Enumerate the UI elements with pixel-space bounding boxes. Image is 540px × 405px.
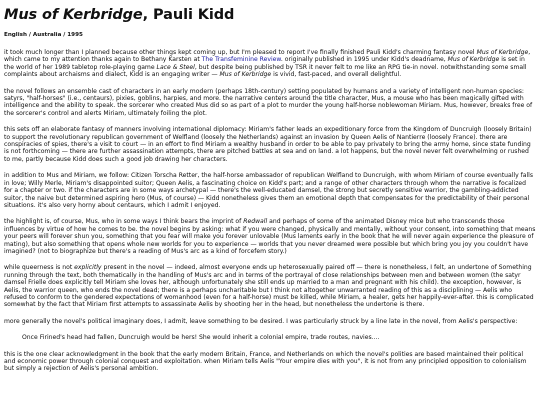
paragraph-colonialism: this is the one clear acknowledgment in the book that the early modern Britain, France, and Netherlands on which the novel's polities are based maintained their political and economic power through colonial conquest and exploitation. when Miriam tells Aelis "Your empire dies with you", it is not from any principled opposition to colonialism but simply a rejection of Aelis's personal ambition. (4, 350, 527, 373)
text-run: . originally published in 1995 under Kidd's deadname, (280, 56, 448, 64)
text-run: is set in the world of her 1989 tabletop role-playing game (4, 56, 525, 71)
text-run: , but despite being published by TSR it never felt to me like an RPG tie-in novel. notwithstanding some small complaints about archaisms and dialect, Kidd is an engaging writer — (4, 63, 527, 79)
paragraph-characters: in addition to Mus and Miriam, we follow: Citizen Torscha Retter, the half-horse ambassador of republican Welfland to Duncruigh, with whom Miriam of course eventually falls in love; Willy Merle, Miriam's disappointed suitor; Queen Aelis, a fascinating choice on Kidd's part; and a range of other characters through whom the narrative is focalized for a chapter or two. if the characters are in some ways archetypal — there's the well-educated damsel, the strong but secretly sensitive warrior, the gambling-addicted suitor, the naive but determined aspiring hero (Mus, of course) — Kidd nonetheless gives them an emotional depth that compensates for the predictability of their personal situations. it's also very horny about centaurs, which I admit I enjoyed. (4, 172, 534, 209)
text-run: and perhaps of some of the animated Disney mice but who transcends those influences by virtue of how he comes to be. the novel begins by asking: what if you were changed, physically and mentally, without your consent, into something that means your peers will forever shun you, something that you fear will make you forever unlovable (Mus laments early in the book that he will never again experience the pleasure of mating), but also something that opens whole new worlds for you to experience — worlds that you never dreamed were possible but which bring you joy you couldn't have imagined? (not to biographize but there's a reading of Mus's arc as a kind of forcefem story.) (4, 218, 536, 255)
title-author: , Pauli Kidd (142, 7, 235, 23)
paragraph-plot: this sets off an elaborate fantasy of manners involving international diplomacy: Miriam's father leads an expeditionary force from the Kingdom of Duncruigh (loosely Britain) to support the revolutionary republican government of Welfland (loosely the Netherlands) against an invasion by Queen Aelis of Nantierre (loosely France). there are conspiracies of spies, there's a visit to court — in an effort to find Miriam a wealthy husband in order to be able to pay privately to bring the army home, since state funding is not forthcoming — there are further assassination attempts, there are pitched battles at sea and on land. a lot happens, but the novel never felt overwhelming or rushed to me, partly because Kidd does such a good job drawing her characters. (4, 126, 532, 163)
page-title (4, 6, 536, 24)
text-run: , which came to my attention thanks again to Bethany Karsten at (4, 49, 531, 64)
book-meta: English / Australia / 1995 (4, 32, 83, 38)
transfeminine-review-link[interactable]: The Transfeminine Review (201, 56, 281, 64)
paragraph-intro (4, 49, 536, 79)
text-run: present in the novel — indeed, almost everyone ends up heterosexually paired off — there is nonetheless, I felt, an undertone of Something running through the text, both thematically in the handling of Mus's arc and in terms of the portrayal of close relationships between men and between women (the satyr damsel Frielle does explicitly tell Miriam she loves her, although unfortunately she still ends up married to a man and pregnant with his child). the exception, however, is Aelis, the warrior queen, who ends the novel dead; there is a perhaps uncharitable but I think not altogether unwarranted reading of this as a disciplining — Aelis who refused to conform to the gendered expectations of womanhood (even for a half-horse) must be killed, while Miriam, a healer, gets her happily-ever-after. this is complicated somewhat by the fact that Miriam first attempts to assassinate Aelis by shooting her in the head, but nonetheless the undertone is there. (4, 264, 534, 309)
title-book-name: Mus of Kerbridge (4, 7, 143, 23)
paragraph-mus (4, 218, 536, 255)
game-title-italic: Lace & Steel (156, 63, 195, 71)
aelis-quote: Once Firined's head had fallen, Duncruigh would be hers! She would inherit a colonial empire, trade routes, navies.... (22, 334, 380, 342)
text-run: while queerness is not (4, 264, 75, 272)
book-title-italic: Mus of Kerbridge (476, 49, 529, 56)
paragraph-setting: the novel follows an ensemble cast of characters in an early modern (perhaps 18th-century) setting populated by humans and a variety of intelligent non-human species: satyrs, "half-horses" (i.e., centaurs), pixies, goblins, harpies, and more. the narrative centers around the title character, Mus, a mouse who has been magically gifted with intelligence and the ability to speak. the sorcerer who created Mus did so as part of a plot to murder the young half-horse noblewoman Miriam. Mus, however, breaks free of the sorcerer's control and alerts Miriam, ultimately foiling the plot. (4, 87, 533, 117)
book-title-italic: Mus of Kerbridge (447, 56, 500, 64)
paragraph-queerness (4, 264, 536, 308)
text-run: it took much longer than I planned because other things kept coming up, but I'm pleased to report I've finally finished Pauli Kidd's charming fantasy novel (4, 49, 477, 56)
paragraph-politics: more generally the novel's political imaginary does, I admit, leave something to be desired. I was particularly struck by a line late in the novel, from Aelis's perspective: (4, 317, 518, 325)
text-run: is vivid, fast-paced, and overall delightful. (271, 71, 402, 79)
review-page (4, 0, 536, 405)
redwall-italic: Redwall (243, 218, 268, 226)
explicitly-italic: explicitly (74, 264, 102, 272)
book-title-italic: Mus of Kerbridge (219, 71, 272, 79)
text-run: the highlight is, of course, Mus, who in some ways I think bears the imprint of (4, 218, 244, 226)
